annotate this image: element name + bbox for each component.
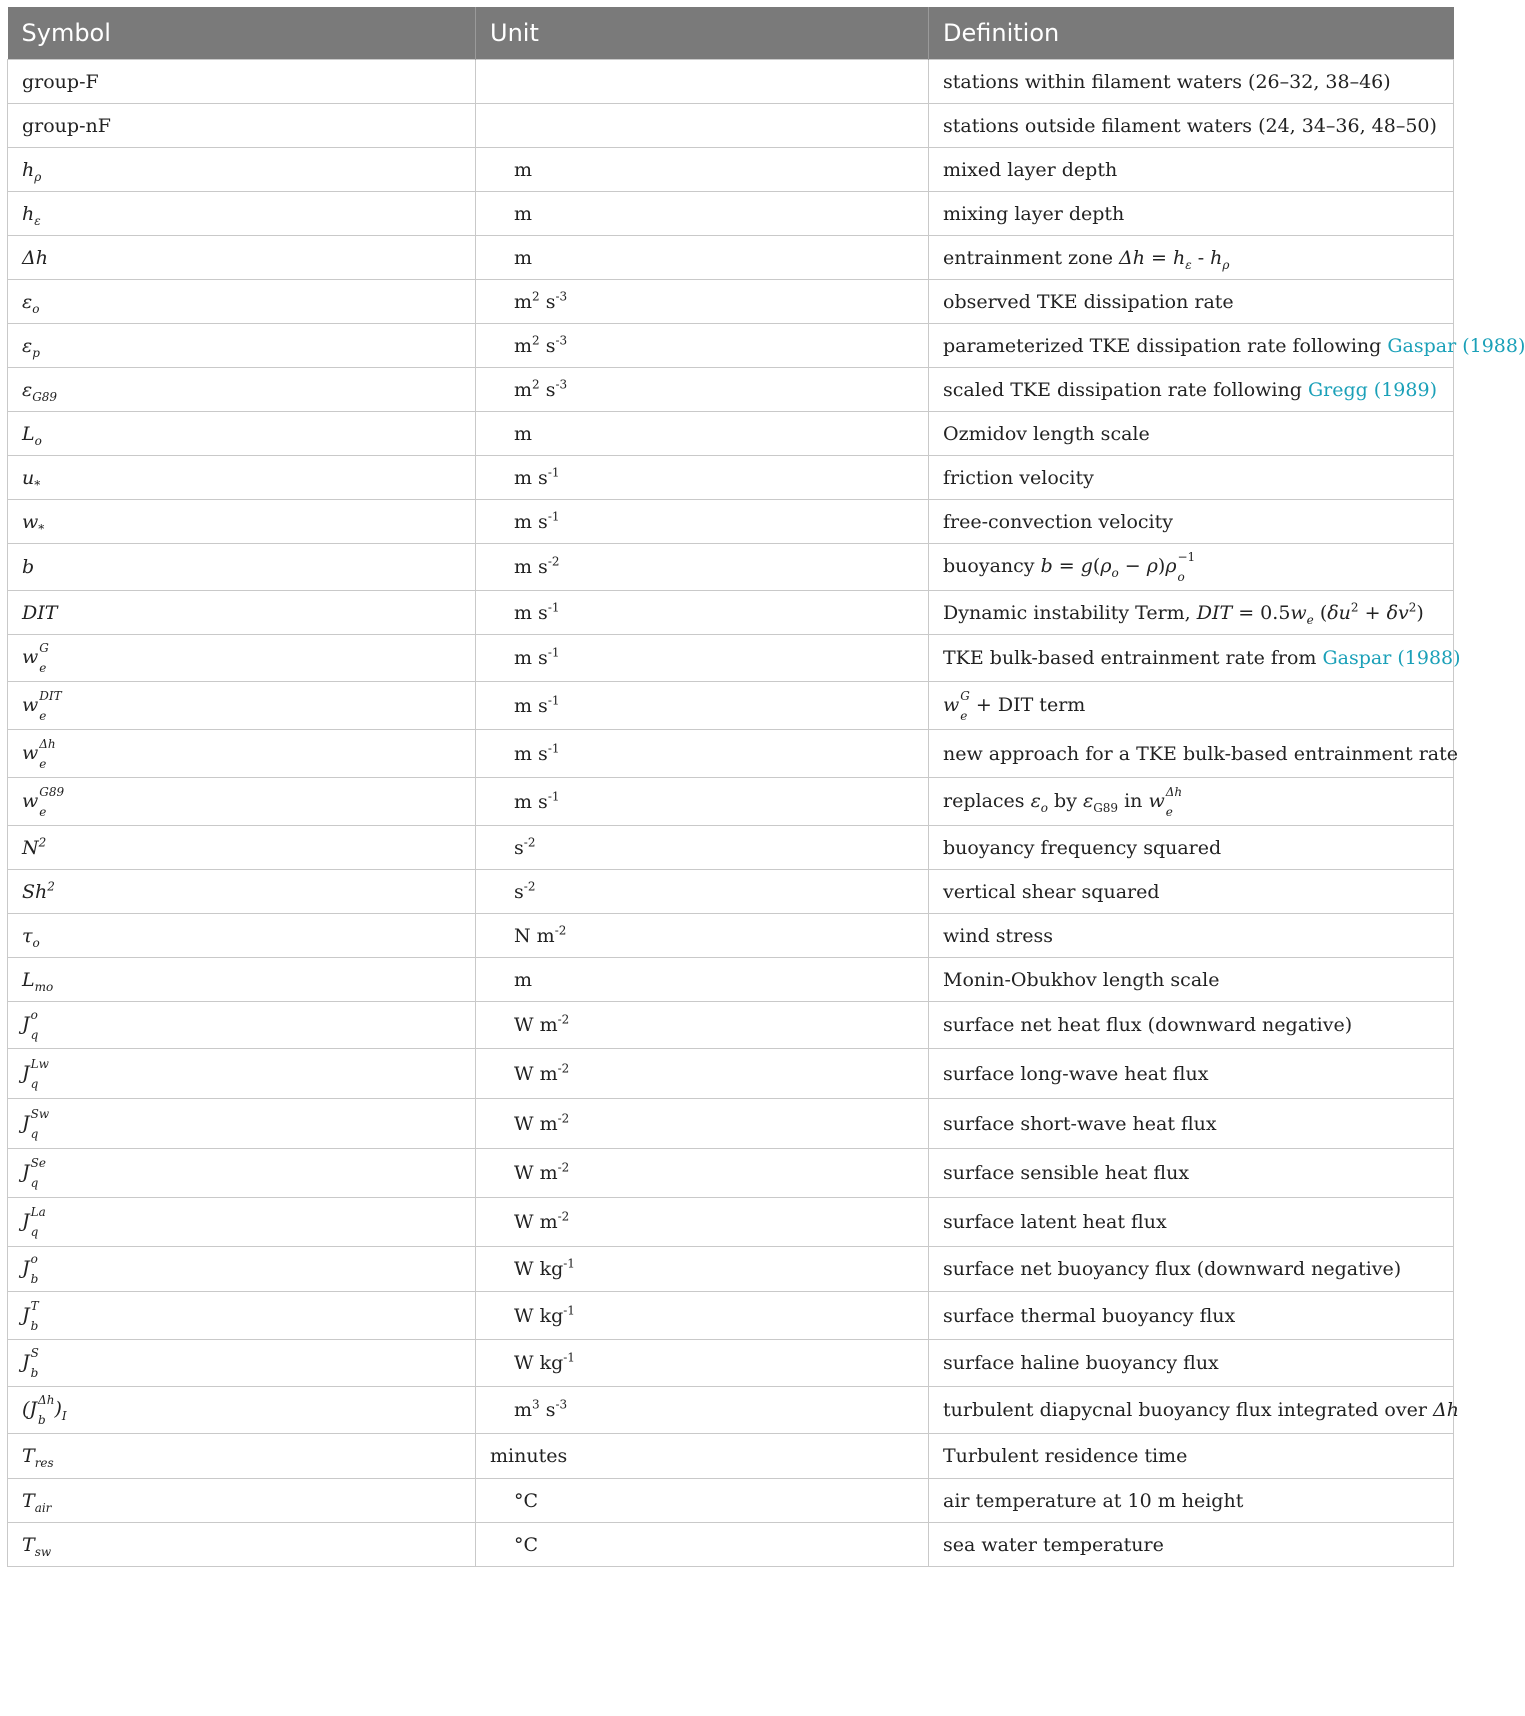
definition-cell: surface net heat flux (downward negative) (929, 1002, 1454, 1049)
definition-cell: turbulent diapycnal buoyancy flux integrated over Δh (929, 1387, 1454, 1434)
table-row (8, 730, 1454, 778)
symbol-cell: $u_*$ (8, 456, 476, 500)
symbol-cell: J S b (8, 1340, 476, 1387)
definition-cell: surface net buoyancy flux (downward negative) (929, 1247, 1454, 1292)
unit-cell: m $s^{-1}$ (476, 591, 929, 635)
table-row (8, 456, 1454, 500)
table-row (8, 60, 1454, 104)
unit-cell: $s^{-2}$ (476, 826, 929, 870)
citation-link[interactable]: Gregg (1989) (1307, 378, 1437, 401)
symbol-cell: $L_o$ (8, 412, 476, 456)
table-row (8, 870, 1454, 914)
symbol-cell: $L_{mo}$ (8, 958, 476, 1002)
unit-cell: m (476, 192, 929, 236)
citation-link[interactable]: Gaspar (1988) (1322, 647, 1461, 669)
unit-cell: m (476, 236, 929, 280)
symbol-cell: J T b (8, 1292, 476, 1340)
table-row (8, 192, 1454, 236)
definition-cell: replaces $\varepsilon_o$ by $\varepsilon_{G89}$ in w Δh e (929, 778, 1454, 826)
symbol-cell: $w_*$ (8, 500, 476, 544)
symbol-cell: $h_\varepsilon$ (8, 192, 476, 236)
definition-cell: Dynamic instability Term, DIT = $0.5w_e$ $(\delta u^2 + \delta v^2)$ (929, 591, 1454, 635)
table-row (8, 544, 1454, 591)
definition-cell: mixed layer depth (929, 148, 1454, 192)
symbol-cell: w DIT e (8, 682, 476, 730)
symbol-cell: $\tau_o$ (8, 914, 476, 958)
table-row (8, 1434, 1454, 1479)
symbol-cell: $T_{air}$ (8, 1479, 476, 1523)
unit-cell: °C (476, 1523, 929, 1567)
unit-cell: m (476, 958, 929, 1002)
table-row (8, 1149, 1454, 1198)
symbol-cell: J Se q (8, 1149, 476, 1198)
header-symbol: Symbol (8, 7, 476, 60)
symbol-cell: J Sw q (8, 1099, 476, 1149)
unit-cell: m $s^{-1}$ (476, 778, 929, 826)
table-row (8, 826, 1454, 870)
table-row (8, 914, 1454, 958)
definition-cell: Ozmidov length scale (929, 412, 1454, 456)
definition-cell: free-convection velocity (929, 500, 1454, 544)
table-row (8, 324, 1454, 368)
definition-cell: TKE bulk-based entrainment rate from Gaspar (1988) (929, 635, 1454, 682)
definition-cell: surface sensible heat flux (929, 1149, 1454, 1198)
symbol-cell: (J Δh b )$_I$ (8, 1387, 476, 1434)
unit-cell: m $s^{-1}$ (476, 682, 929, 730)
table-row (8, 1247, 1454, 1292)
unit-cell (476, 60, 929, 104)
unit-cell: W $kg^{-1}$ (476, 1292, 929, 1340)
symbol-cell: $\varepsilon_{G89}$ (8, 368, 476, 412)
definition-cell: buoyancy $b = g(\rho_o - \rho)\rho$ −1 o (929, 544, 1454, 591)
unit-cell: m $s^{-2}$ (476, 544, 929, 591)
table-row (8, 682, 1454, 730)
unit-cell: W $m^{-2}$ (476, 1002, 929, 1049)
unit-cell: °C (476, 1479, 929, 1523)
unit-cell: W $m^{-2}$ (476, 1149, 929, 1198)
symbol-cell: $h_\rho$ (8, 148, 476, 192)
unit-cell: W $kg^{-1}$ (476, 1340, 929, 1387)
unit-cell: m $s^{-1}$ (476, 730, 929, 778)
unit-cell: m $s^{-1}$ (476, 500, 929, 544)
table-header-row (8, 7, 1454, 60)
definition-cell: buoyancy frequency squared (929, 826, 1454, 870)
unit-cell: m (476, 412, 929, 456)
unit-cell: m $s^{-1}$ (476, 635, 929, 682)
definition-cell: parameterized TKE dissipation rate following Gaspar (1988) (929, 324, 1454, 368)
symbol-cell: $T_{sw}$ (8, 1523, 476, 1567)
definition-cell: Turbulent residence time (929, 1434, 1454, 1479)
unit-cell: $s^{-2}$ (476, 870, 929, 914)
table-row (8, 1049, 1454, 1099)
definition-cell: new approach for a TKE bulk-based entrainment rate (929, 730, 1454, 778)
definition-cell: wind stress (929, 914, 1454, 958)
unit-cell: W $m^{-2}$ (476, 1099, 929, 1149)
symbols-table-container (7, 7, 1525, 1567)
unit-cell: $m^2$ $s^{-3}$ (476, 368, 929, 412)
table-row (8, 1002, 1454, 1049)
table-row (8, 958, 1454, 1002)
definition-cell: w G e + DIT term (929, 682, 1454, 730)
header-definition: Definition (929, 7, 1454, 60)
header-unit: Unit (476, 7, 929, 60)
definition-cell: stations outside filament waters (24, 34–36, 48–50) (929, 104, 1454, 148)
table-row (8, 500, 1454, 544)
symbol-cell: group-F (8, 60, 476, 104)
definition-cell: scaled TKE dissipation rate following Gregg (1989) (929, 368, 1454, 412)
unit-cell: W $m^{-2}$ (476, 1049, 929, 1099)
unit-cell: $m^2$ $s^{-3}$ (476, 280, 929, 324)
unit-cell: minutes (476, 1434, 929, 1479)
symbol-cell: w Δh e (8, 730, 476, 778)
table-row (8, 1340, 1454, 1387)
table-row (8, 280, 1454, 324)
definition-cell: sea water temperature (929, 1523, 1454, 1567)
table-row (8, 148, 1454, 192)
symbols-table (7, 7, 1525, 1567)
unit-cell: W $m^{-2}$ (476, 1198, 929, 1247)
table-row (8, 368, 1454, 412)
symbol-cell: DIT (8, 591, 476, 635)
definition-cell: surface thermal buoyancy flux (929, 1292, 1454, 1340)
symbol-cell: b (8, 544, 476, 591)
unit-cell (476, 104, 929, 148)
symbol-cell: $N^2$ (8, 826, 476, 870)
symbol-cell: J o q (8, 1002, 476, 1049)
definition-cell: surface short-wave heat flux (929, 1099, 1454, 1149)
table-row (8, 412, 1454, 456)
unit-cell: m (476, 148, 929, 192)
symbol-cell: group-nF (8, 104, 476, 148)
symbol-cell: w G e (8, 635, 476, 682)
table-row (8, 1387, 1454, 1434)
definition-cell: surface haline buoyancy flux (929, 1340, 1454, 1387)
symbol-cell: $\varepsilon_o$ (8, 280, 476, 324)
definition-cell: friction velocity (929, 456, 1454, 500)
unit-cell: N $m^{-2}$ (476, 914, 929, 958)
symbol-cell: w G89 e (8, 778, 476, 826)
symbol-cell: J La q (8, 1198, 476, 1247)
symbol-cell: $T_{res}$ (8, 1434, 476, 1479)
table-row (8, 1479, 1454, 1523)
citation-link[interactable]: Gaspar (1988) (1387, 334, 1525, 357)
definition-cell: observed TKE dissipation rate (929, 280, 1454, 324)
definition-cell: vertical shear squared (929, 870, 1454, 914)
symbol-cell: J Lw q (8, 1049, 476, 1099)
definition-cell: surface latent heat flux (929, 1198, 1454, 1247)
table-row (8, 635, 1454, 682)
table-row (8, 236, 1454, 280)
table-row (8, 1523, 1454, 1567)
table-row (8, 104, 1454, 148)
table-row (8, 778, 1454, 826)
unit-cell: $m^2$ $s^{-3}$ (476, 324, 929, 368)
unit-cell: m $s^{-1}$ (476, 456, 929, 500)
symbol-cell: $\varepsilon_p$ (8, 324, 476, 368)
table-row (8, 1099, 1454, 1149)
definition-cell: surface long-wave heat flux (929, 1049, 1454, 1099)
table-body (8, 60, 1525, 1567)
table-row (8, 1292, 1454, 1340)
unit-cell: $m^3$ $s^{-3}$ (476, 1387, 929, 1434)
table-row (8, 1198, 1454, 1247)
symbol-cell: J o b (8, 1247, 476, 1292)
definition-cell: entrainment zone $\Delta h = h_\varepsilon - h_\rho$ (929, 236, 1454, 280)
symbol-cell: Sh$^2$ (8, 870, 476, 914)
definition-cell: Monin-Obukhov length scale (929, 958, 1454, 1002)
unit-cell: W $kg^{-1}$ (476, 1247, 929, 1292)
definition-cell: stations within filament waters (26–32, 38–46) (929, 60, 1454, 104)
definition-cell: air temperature at 10 m height (929, 1479, 1454, 1523)
table-row (8, 591, 1454, 635)
definition-cell: mixing layer depth (929, 192, 1454, 236)
symbol-cell: Δh (8, 236, 476, 280)
